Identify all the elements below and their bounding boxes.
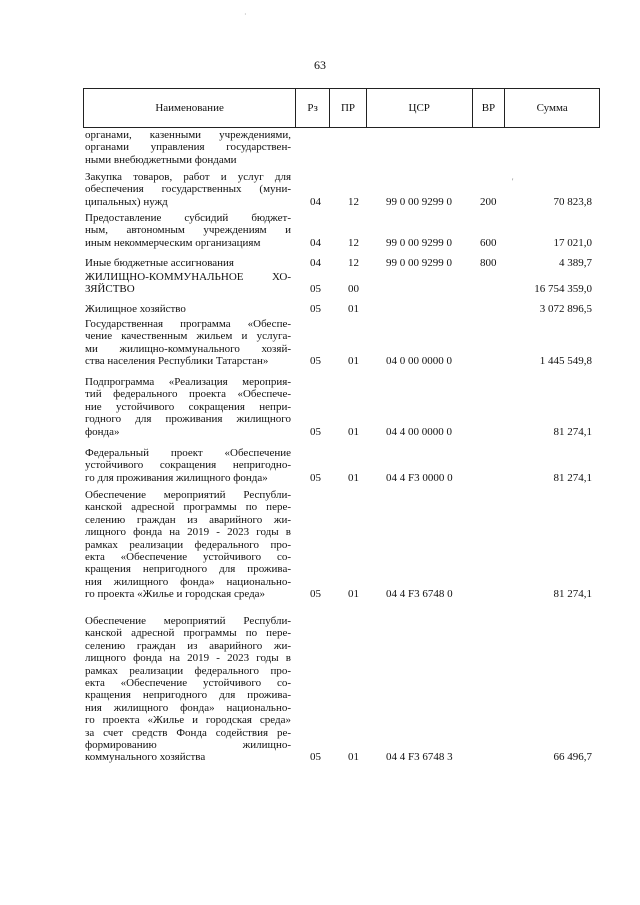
row-name-line: коммунального хозяйства: [85, 751, 206, 764]
row-sum: 1 445 549,8: [539, 355, 592, 368]
row-sum: 81 274,1: [553, 425, 592, 438]
row-name-line: кращения непригодного для прожива-: [85, 689, 291, 702]
header-vr: ВР: [473, 89, 506, 127]
row-name: [85, 171, 291, 208]
row-csr: 99 0 00 9299 0: [386, 195, 452, 208]
row-name-line: ципальных) нужд: [85, 195, 168, 208]
header-csr: ЦСР: [367, 89, 473, 127]
row-name-line: Федеральный проект «Обеспечение: [85, 447, 291, 459]
row-name-line: го проекта «Жилье и городская среда»: [85, 588, 266, 601]
row-name-line: органами управления государствен-: [85, 141, 291, 154]
table-row: [85, 212, 600, 249]
row-rz: 05: [310, 355, 321, 368]
row-rz: 04: [310, 256, 321, 269]
row-name-line: селению граждан из аварийного жи-: [85, 639, 291, 652]
header-rz: Рз: [296, 89, 330, 127]
row-name-line: лищного фонда на 2019 - 2023 годы в: [85, 652, 291, 665]
row-rz: 05: [310, 751, 321, 764]
row-csr: 04 4 F3 6748 3: [386, 751, 453, 764]
header-pr: ПР: [330, 89, 367, 127]
table-row: [85, 447, 600, 484]
row-name-line: обеспечения государственных (муни-: [85, 183, 291, 196]
row-rz: 05: [310, 425, 321, 438]
row-pr: 01: [348, 302, 359, 315]
row-sum: 81 274,1: [553, 588, 592, 601]
row-name-line: ЗЯЙСТВО: [85, 283, 135, 296]
row-pr: 01: [348, 355, 359, 368]
scan-mark: ': [512, 177, 514, 186]
row-pr: 01: [348, 425, 359, 438]
row-rz: 05: [310, 588, 321, 601]
row-name-line: Обеспечение мероприятий Республи-: [85, 489, 291, 501]
row-name-line: органами, казенными учреждениями,: [85, 129, 291, 141]
row-name-line: устойчивого сокращения непригодно-: [85, 459, 291, 472]
table-row: [85, 615, 600, 764]
row-pr: 12: [348, 236, 359, 249]
row-name-line: лищного фонда на 2019 - 2023 годы в: [85, 526, 291, 539]
table-row: [85, 257, 600, 269]
row-name: [85, 257, 291, 269]
row-name-line: Обеспечение мероприятий Республи-: [85, 615, 291, 627]
table-row: [85, 303, 600, 315]
table-row: [85, 271, 600, 296]
row-pr: 12: [348, 256, 359, 269]
header-name: Наименование: [84, 89, 296, 127]
header-sum: Сумма: [536, 102, 568, 114]
row-csr: 04 0 00 0000 0: [386, 355, 452, 368]
row-name-line: екта «Обеспечение устойчивого со-: [85, 677, 291, 690]
row-name-line: ным, автономным учреждениям и: [85, 224, 291, 237]
row-name-line: ства населения Республики Татарстан»: [85, 355, 269, 368]
row-name: [85, 271, 291, 296]
row-name-line: Закупка товаров, работ и услуг для: [85, 171, 291, 183]
row-name-line: го для проживания жилищного фонда»: [85, 471, 268, 484]
row-name-line: селению граждан из аварийного жи-: [85, 513, 291, 526]
row-vr: 200: [480, 195, 497, 208]
row-csr: 04 4 F3 6748 0: [386, 588, 453, 601]
row-name-line: ми жилищно-коммунального хозяй-: [85, 342, 291, 355]
row-sum: 70 823,8: [553, 195, 592, 208]
row-name-line: фонда»: [85, 425, 120, 438]
row-name-line: Государственная программа «Обеспе-: [85, 318, 291, 330]
row-sum: 66 496,7: [553, 751, 592, 764]
row-name: [85, 447, 291, 484]
row-name-line: тий федерального проекта «Обеспече-: [85, 388, 291, 401]
row-rz: 05: [310, 283, 321, 296]
row-name: [85, 376, 291, 438]
row-name-line: чение качественным жильем и услуга-: [85, 330, 291, 343]
row-rz: 04: [310, 195, 321, 208]
row-rz: 04: [310, 236, 321, 249]
row-name-line: ния жилищного фонда» национально-: [85, 575, 291, 588]
row-name: [85, 489, 291, 601]
row-name-line: формированию жилищно-: [85, 739, 291, 752]
row-name-line: ными внебюджетными фондами: [85, 153, 237, 166]
row-pr: 01: [348, 588, 359, 601]
row-name: [85, 303, 291, 315]
row-csr: 04 4 F3 0000 0: [386, 471, 453, 484]
table-row: [85, 489, 600, 601]
row-vr: 800: [480, 256, 497, 269]
row-vr: 600: [480, 236, 497, 249]
row-name-line: рамках реализации федерального про-: [85, 664, 291, 677]
row-sum: 4 389,7: [559, 256, 592, 269]
row-name-line: за счет средств Фонда содействия ре-: [85, 726, 291, 739]
row-name-line: ЖИЛИЩНО-КОММУНАЛЬНОЕ ХО-: [85, 271, 291, 283]
table-row: [85, 376, 600, 438]
row-name: [85, 615, 291, 764]
row-name-line: Жилищное хозяйство: [85, 303, 186, 315]
table-row: [85, 171, 600, 208]
row-name: [85, 129, 291, 166]
row-name-line: канской адресной программы по пере-: [85, 627, 291, 640]
table-header: [83, 88, 600, 128]
row-name-line: екта «Обеспечение устойчивого со-: [85, 551, 291, 564]
row-pr: 01: [348, 471, 359, 484]
row-name: [85, 212, 291, 249]
row-csr: 99 0 00 9299 0: [386, 256, 452, 269]
table-row: [85, 129, 600, 166]
row-sum: 3 072 896,5: [539, 302, 592, 315]
row-name-line: Предоставление субсидий бюджет-: [85, 212, 291, 224]
row-sum: 16 754 359,0: [534, 283, 592, 296]
row-name-line: Иные бюджетные ассигнования: [85, 257, 234, 269]
row-name-line: ние устойчивого сокращения непри-: [85, 400, 291, 413]
row-pr: 01: [348, 751, 359, 764]
row-name-line: рамках реализации федерального про-: [85, 538, 291, 551]
row-name: [85, 318, 291, 368]
page-number: 63: [314, 58, 326, 72]
row-name-line: иным некоммерческим организациям: [85, 236, 261, 249]
row-sum: 81 274,1: [553, 471, 592, 484]
row-name-line: кращения непригодного для прожива-: [85, 563, 291, 576]
table-row: [85, 318, 600, 368]
row-pr: 12: [348, 195, 359, 208]
row-csr: 99 0 00 9299 0: [386, 236, 452, 249]
scan-speck: ·: [244, 10, 247, 19]
row-rz: 05: [310, 471, 321, 484]
row-pr: 00: [348, 283, 359, 296]
row-name-line: го проекта «Жилье и городская среда»: [85, 714, 291, 727]
row-csr: 04 4 00 0000 0: [386, 425, 452, 438]
row-name-line: ния жилищного фонда» национально-: [85, 701, 291, 714]
row-sum: 17 021,0: [553, 236, 592, 249]
row-name-line: Подпрограмма «Реализация мероприя-: [85, 376, 291, 388]
row-name-line: канской адресной программы по пере-: [85, 501, 291, 514]
row-rz: 05: [310, 302, 321, 315]
row-name-line: годного для проживания жилищного: [85, 413, 291, 426]
